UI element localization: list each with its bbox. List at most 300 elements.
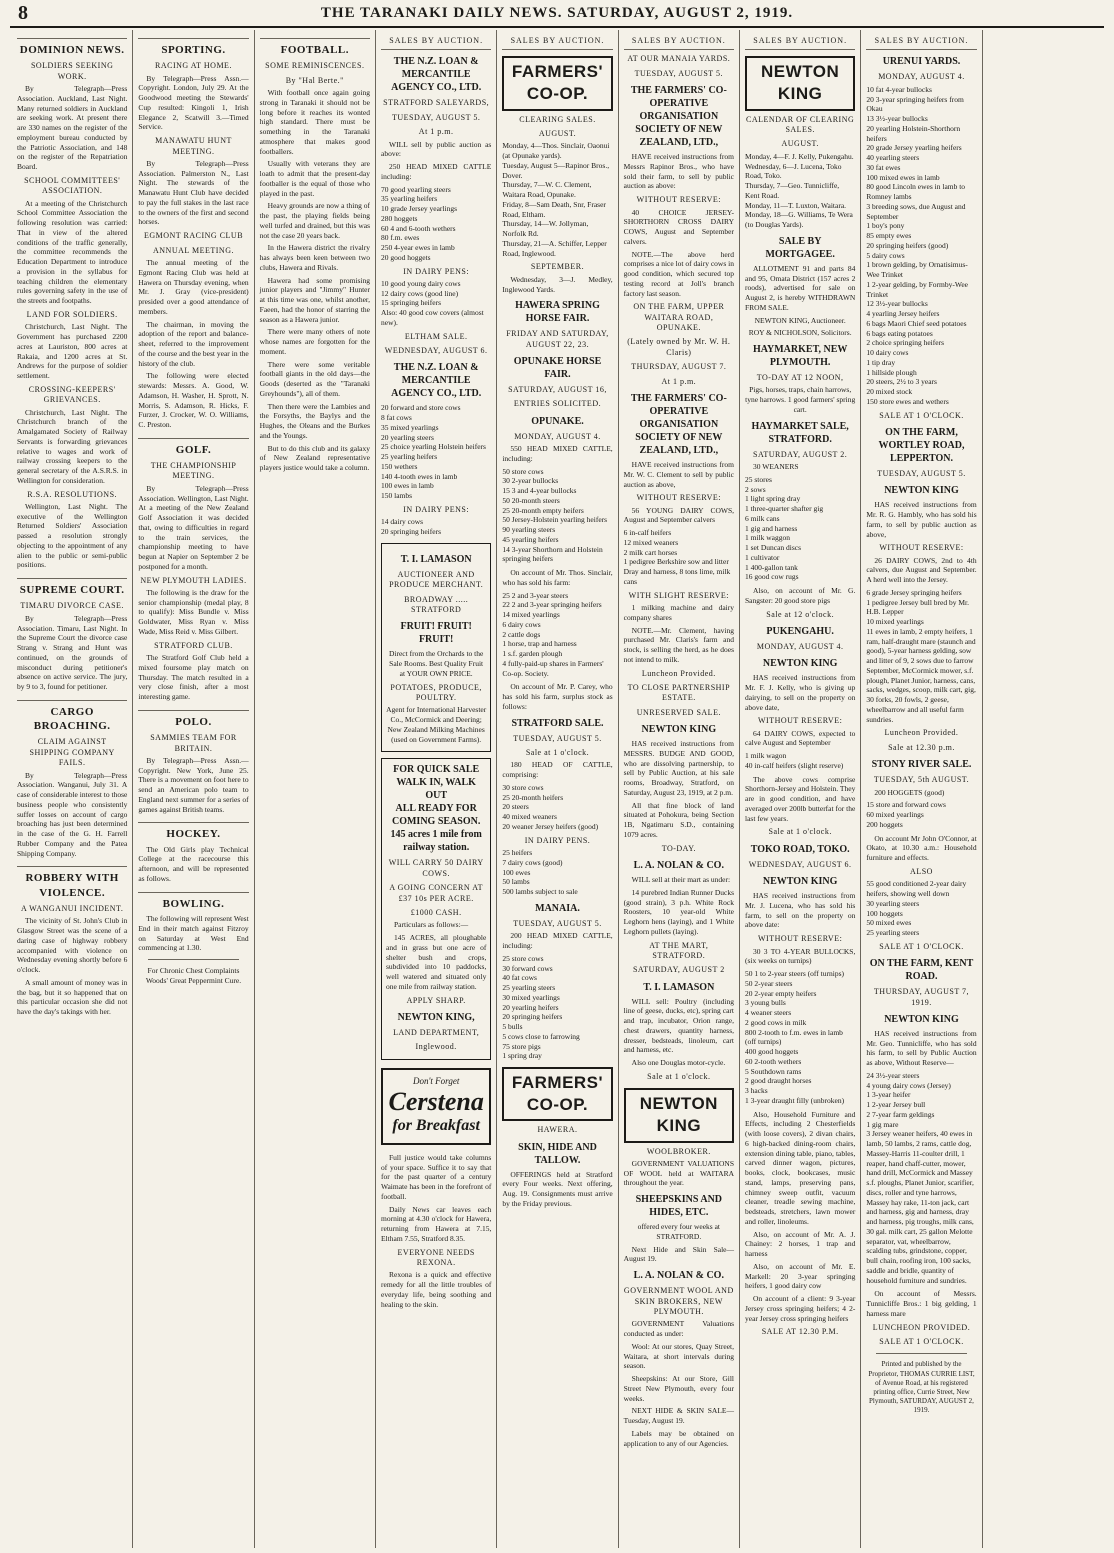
byline: By "Hal Berte." xyxy=(285,75,344,85)
ad-subheading: WITH SLIGHT RESERVE: xyxy=(628,590,729,600)
list-item: 6 dairy cows xyxy=(502,619,541,629)
ad-text: On account of Mr. P. Carey, who has sold his farm, surplus stock as follows: xyxy=(502,682,613,711)
list-item: 150 wethers xyxy=(381,461,418,471)
stock-list xyxy=(866,1071,976,1286)
ad-text: HAS received instructions from Mr. R. G. Hambly, who has sold his farm, to sell by public auction as above, xyxy=(866,500,977,539)
list-item: 1 light spring dray xyxy=(745,494,801,504)
list-item: 25 yearling heifers xyxy=(381,452,438,462)
list-item: 25 yearling steers xyxy=(502,983,556,993)
list-item: Dray and harness, 8 tons lime, milk cans xyxy=(623,567,731,586)
sale-date: MONDAY, AUGUST 4. xyxy=(756,641,844,651)
list-item: 25 2 and 3-year steers xyxy=(502,590,569,600)
sale-date: SATURDAY, AUGUST 2. xyxy=(753,449,848,459)
list-item: 8 fat cows xyxy=(381,413,412,423)
ad-tagline: Don't Forget xyxy=(412,1075,460,1086)
article-text: A small amount of money was in the bag, but it so happened that on this particular occasion she did not have the day's takings with her. xyxy=(17,977,128,1017)
ad-subheading: WOOLBROKER. xyxy=(646,1146,711,1156)
list-item: 1 brown gelding, by Ornatisimus-Wee Trinket xyxy=(866,260,968,280)
list-item: 1 gig mare xyxy=(866,1119,899,1129)
list-item: 45 yearling heifers xyxy=(502,534,559,544)
list-item: 400 good hoggets xyxy=(745,1047,799,1057)
article-text: There were some veritable football giants in the old days—the Goods (deserted as the "Taranaki Greyhounds"), all of them. xyxy=(259,359,370,398)
ad-subheading: WITHOUT RESERVE: xyxy=(758,716,843,726)
ad-section-heading: SALES BY AUCTION. xyxy=(745,36,855,50)
column-newton-king-calendar xyxy=(740,30,861,1548)
advertiser-name: NEWTON KING xyxy=(884,485,959,497)
ad-text: NEWTON KING, Auctioneer. xyxy=(754,315,846,325)
ad-text: GOVERNMENT VALUATIONS OF WOOL held at WAITARA throughout the year. xyxy=(623,1158,734,1188)
ad-headline: TOKO ROAD, TOKO. xyxy=(750,843,850,855)
list-item: 20 2-year empty heifers xyxy=(745,988,817,998)
list-item: 1 cultivator xyxy=(745,552,780,562)
ad-slogan: FRUIT! FRUIT! FRUIT! xyxy=(400,621,472,646)
list-item: 30 yearling steers xyxy=(866,898,920,908)
list-item: 2 good cows in milk xyxy=(745,1017,807,1027)
ad-subheading: IN DAIRY PENS: xyxy=(403,504,470,514)
sale-location: ON THE FARM, UPPER WAITARA ROAD, OPUNAKE. xyxy=(633,302,725,333)
article-text: Heavy grounds are now a thing of the past, the playing fields being well turfed and drained, but this was not the case 20 years back. xyxy=(259,201,370,240)
advertiser-name: T. I. LAMASON xyxy=(400,553,472,565)
stock-list xyxy=(745,751,855,771)
article-heading: SOLDIERS SEEKING WORK. xyxy=(30,61,114,81)
ad-headline: MANAIA. xyxy=(535,902,580,914)
list-item: Also: 40 good cow covers (almost new). xyxy=(381,308,484,327)
article-heading: SOME REMINISCENCES. xyxy=(265,61,365,71)
article-text: By Telegraph—Press Assn.—Copyright. New York, June 25. There is a movement on foot here to send an American polo team to England next summer for a series of games against British teams. xyxy=(138,755,249,814)
list-item: 1 three-quarter shafter gig xyxy=(745,504,824,514)
ad-subheading: WITHOUT RESERVE: xyxy=(879,543,964,553)
ad-headline: 145 acres 1 mile from railway station. xyxy=(390,829,482,854)
list-item: 14 3-year Shorthorn and Holstein springing heifers xyxy=(502,544,603,564)
ad-subheading: WITHOUT RESERVE: xyxy=(636,195,721,205)
cerstena-ad xyxy=(381,1068,491,1145)
newspaper-columns xyxy=(12,30,1104,1548)
ad-subheading: A GOING CONCERN AT £37 10s PER ACRE. xyxy=(389,883,483,903)
ad-text: HAS received instructions from Mr. Geo. Tunnicliffe, who has sold his farm, to sell by Public Auction as above, Without Reserve— xyxy=(866,1028,977,1068)
stock-list xyxy=(381,517,491,537)
list-item: 20 yearling steers xyxy=(381,432,434,442)
ad-text: 56 YOUNG DAIRY COWS, August and September calvers xyxy=(623,505,734,525)
ad-text: HAVE received instructions from Mr. W. C. Clement to sell by public auction as above, xyxy=(623,460,734,489)
stock-list xyxy=(624,528,734,587)
divider xyxy=(876,1353,966,1354)
advertiser-name: NEWTON KING xyxy=(641,724,717,736)
ad-subheading: APPLY SHARP. xyxy=(406,995,466,1005)
list-item: 1 set Duncan discs xyxy=(745,543,802,553)
list-item: 20 yearling heifers xyxy=(502,1002,559,1012)
ad-text: Agent for International Harvester Co., McCormick and Deering; New Zealand Milking Machines (used on Government Farms). xyxy=(386,705,487,744)
quick-sale-ad xyxy=(381,758,491,1059)
ad-text: All that fine block of land situated at Pohokura, being Section 1B, Ngatimaru S.D., containing 1079 acres. xyxy=(623,800,734,839)
list-item: 1 hillside plough xyxy=(866,367,917,377)
advertiser-name: NEWTON KING, xyxy=(397,1012,475,1024)
stock-list xyxy=(502,848,612,897)
section-heading: CARGO BROACHING. xyxy=(17,700,127,734)
sale-location: AT THE MART, STRATFORD. xyxy=(649,940,709,960)
ad-text: HAS received instructions from MESSRS. BUDGE AND GOOD, who are dissolving partnership, to sell by Public Auction, at his sale rooms, Broadway, Stratford, on Saturday, August 23, 1919, at 2 p.m. xyxy=(623,739,734,797)
article-text: By Telegraph—Press Association. Wanganui, July 31. A case of considerable interest to those business people who consistently suffer losses on account of cargo broaching has just been determined in the case of the G. H. Farrell Rubber Company and the Patea Shipping Company. xyxy=(17,770,128,858)
list-item: Friday, 8—Sam Death, Snr, Fraser Road, Eltham. xyxy=(502,199,606,219)
column-urenui-yards xyxy=(861,30,982,1548)
sale-date: TUESDAY, AUGUST 5. xyxy=(634,68,724,78)
list-item: 4 fully-paid-up shares in Farmers' Co-op. Society. xyxy=(502,658,604,678)
ad-text: On account of Mr. Thos. Sinclair, who has sold his farm: xyxy=(502,568,613,587)
ad-text: 30 3 TO 4-YEAR BULLOCKS, (six weeks on turnips) xyxy=(745,946,856,966)
column-farmers-coop xyxy=(497,30,618,1548)
ad-subheading: IN DAIRY PENS: xyxy=(403,266,470,276)
list-item: 60 mixed yearlings xyxy=(866,810,924,820)
ad-subheading: HAWERA. xyxy=(537,1125,578,1135)
stock-list xyxy=(502,591,612,679)
list-item: 75 store pigs xyxy=(502,1041,541,1051)
list-item: 7 dairy cows (good) xyxy=(502,857,563,867)
ad-text: WILL sell at their mart as under: xyxy=(631,875,731,885)
ad-headline: ON THE FARM, WORTLEY ROAD, LEPPERTON. xyxy=(878,426,965,464)
ad-subheading: AUGUST. xyxy=(538,128,577,138)
list-item: 20 mixed stock xyxy=(866,387,913,397)
ad-subheading: GOVERNMENT WOOL AND SKIN BROKERS, NEW PLYMOUTH. xyxy=(623,1286,734,1316)
list-item: 5 cows close to farrowing xyxy=(502,1031,580,1041)
ad-text: On account of Messrs. Tunnicliffe Bros.: 1 big gelding, 1 harness mare xyxy=(866,1289,977,1318)
column-dominion-news xyxy=(12,30,133,1548)
ad-subheading: ALSO xyxy=(910,866,933,876)
sale-date: TUESDAY, AUGUST 5. xyxy=(391,112,481,122)
stock-list xyxy=(866,85,976,407)
stock-list xyxy=(381,279,491,328)
ad-subheading: TO-DAY. xyxy=(661,843,696,853)
sale-date: TUESDAY, 5th AUGUST. xyxy=(873,775,970,785)
ad-headline: STONY RIVER SALE. xyxy=(871,759,972,771)
list-item: Wednesday, 6—J. Lucena, Toko Road, Toko. xyxy=(745,161,842,181)
sale-date: FRIDAY AND SATURDAY, AUGUST 22, 23. xyxy=(506,329,609,349)
list-item: 6 bags eating potatoes xyxy=(866,328,933,338)
ad-headline: OPUNAKE HORSE FAIR. xyxy=(513,356,602,381)
list-item: 2 sows xyxy=(745,484,766,494)
ad-text: NOTE.—Mr. Clement, having purchased Mr. Claris's farm and stock, is selling the herd, as he does not intend to milk. xyxy=(623,625,734,664)
ad-subheading: AUGUST. xyxy=(781,139,819,149)
sale-time: SALE AT 12.30 P.M. xyxy=(761,1327,839,1337)
article-heading: EGMONT RACING CLUB xyxy=(143,231,244,241)
ad-text: Pigs, horses, traps, chain harrows, tyne harrows. 1 good farmers' spring cart. xyxy=(745,385,856,414)
article-heading: R.S.A. RESOLUTIONS. xyxy=(27,489,118,499)
list-item: 14 dairy cows xyxy=(381,517,424,527)
ad-subheading: TO CLOSE PARTNERSHIP ESTATE. xyxy=(627,682,731,703)
article-text: At a meeting of the Christchurch School Committee Association the following resolution was carried: That in view of the altered conditions of the traffic generally, the committee recommends the Education Department to introduce a provision in the syllabus for teaching children the elementary rules governing safety in the use of the streets and footpaths. xyxy=(17,198,128,306)
article-text: Christchurch, Last Night. The Government has purchased 2200 acres at Lauriston, 800 acres at Rakaia, and 1200 acres at St. Andrews for the purpose of soldier settlement. xyxy=(17,322,128,380)
list-item: 6 in-calf heifers xyxy=(623,528,672,538)
list-item: 150 lambs xyxy=(381,491,413,501)
ad-headline: URENUI YARDS. xyxy=(882,56,961,68)
list-item: 90 yearling steers xyxy=(502,525,556,535)
ad-text: Wool: At our stores, Quay Street, Waitara, at short intervals during season. xyxy=(623,1341,734,1371)
ad-text: Also, on account of Mr. G. Sangster: 20 good store pigs xyxy=(745,586,856,605)
page-number: 8 xyxy=(18,2,28,24)
sale-time: Sale at 1 o'clock. xyxy=(647,1071,711,1081)
ad-headline: HAWERA SPRING HORSE FAIR. xyxy=(515,300,600,325)
list-item: 50 store cows xyxy=(502,466,544,476)
list-item: 40 yearling steers xyxy=(866,153,920,163)
sale-time: TO-DAY AT 12 NOON, xyxy=(756,373,844,382)
ad-subheading: EVERYONE NEEDS REXONA. xyxy=(397,1247,475,1268)
sale-date: MONDAY, AUGUST 4. xyxy=(878,72,965,82)
ad-section-heading: SALES BY AUCTION. xyxy=(502,36,612,50)
list-item: 60 2-tooth wethers xyxy=(745,1056,802,1066)
sale-time: SALE AT 1 O'CLOCK. xyxy=(879,1337,964,1347)
list-item: 30 forward cows xyxy=(502,963,553,973)
list-item: Tuesday, August 5—Rapinor Bros., Dover. xyxy=(502,160,610,180)
brand-tagline: for Breakfast xyxy=(392,1117,480,1135)
stock-list xyxy=(502,954,612,1061)
ad-headline: STRATFORD SALE. xyxy=(511,717,604,729)
list-item: Thursday, 14—W. Jollyman, Norfolk Rd. xyxy=(502,219,589,239)
article-heading: LAND FOR SOLDIERS. xyxy=(26,309,118,319)
advertiser-name: NEWTON KING xyxy=(762,876,838,888)
article-heading: STRATFORD CLUB. xyxy=(154,640,233,650)
article-text: In the Hawera district the rivalry has always been keen between two clubs, Hawera and Rivals. xyxy=(259,243,370,272)
list-item: 100 hoggets xyxy=(866,908,903,918)
list-item: 5 bulls xyxy=(502,1022,523,1032)
ad-headline: FOR QUICK SALE xyxy=(393,764,480,776)
sale-date: TUESDAY, AUGUST 5. xyxy=(877,468,966,478)
ad-text: OFFERINGS held at Stratford every Four weeks. Next offering, Aug. 19. Consignments must arrive by the Friday previous. xyxy=(502,1169,613,1208)
list-item: 15 store and forward cows xyxy=(866,800,946,810)
stock-list xyxy=(866,879,976,938)
article-text: The Old Girls play Technical College at the racecourse this afternoon, and will be represented as follows. xyxy=(138,844,249,883)
list-item: 20 weaner Jersey heifers (good) xyxy=(502,821,599,831)
list-item: 500 lambs subject to sale xyxy=(502,887,578,897)
article-text: The Stratford Golf Club held a mixed foursome play match on Thursday. The match resulted in a very close finish, after a most interesting game. xyxy=(138,653,249,702)
ad-subheading: (Lately owned by Mr. W. H. Claris) xyxy=(627,337,731,357)
ad-text: 250 HEAD MIXED CATTLE including: xyxy=(381,162,492,181)
ad-section-heading: SALES BY AUCTION. xyxy=(624,36,734,50)
ad-text: 40 CHOICE JERSEY-SHORTHORN CROSS DAIRY COWS, August and September calvers. xyxy=(623,207,734,246)
article-heading: RACING AT HOME. xyxy=(155,61,232,71)
ad-text: Also, on account of Mr. A. J. Chainey: 2 horses, 1 trap and harness xyxy=(745,1229,856,1259)
ad-text: 145 ACRES, all ploughable and in grass but one acre of shelter bush and crops, subdivided into 10 paddocks, well watered and situated only one mile from railway station. xyxy=(386,933,487,991)
ad-subheading: Inglewood. xyxy=(415,1042,457,1052)
list-item: 20 grade Jersey yearling heifers xyxy=(866,143,962,153)
list-item: 11 ewes in lamb, 2 empty heifers, 1 ram, half-draught mare (staunch and good), 5-year harness gelding, sow and litter of 9, 2 sows due to farrow September, McCormick mower, s.f. plough, Planet Junior, harness, cans, sacks, wedges, scoop, milk cart, gig, 30 forks, 20 fowls, 2 geese, wheelbarrow and all useful farm sundries. xyxy=(866,626,976,724)
list-item: 15 springing heifers xyxy=(381,298,441,308)
ad-text: Next Hide and Skin Sale—August 19. xyxy=(623,1244,734,1264)
list-item: 3 Jersey weaner heifers, 40 ewes in lamb, 50 lambs, 2 rams, cattle dog, Massey-Harris 11-coulter drill, 1 reaper, hand chaff-cutter, mower, hand drill, McCormick and Massey s.f. ploughs, Planet Junior, scarifier, discs, roller and tyne harrows, Massey hay rake, 11-ton jack, cart and harness, gig and harness, dray and harness, pig troughs, milk cans, 30 gal. milk cart, 25 gallon Melotte separator, vat, wheelbarrow, scalding tubs, grindstone, copper, bull chain, roofing iron, 100 sacks, saddle and bridle, quantity of household furniture and sundries. xyxy=(866,1129,974,1285)
sale-location: AT OUR MANAIA YARDS. xyxy=(627,54,731,64)
list-item: 25 store cows xyxy=(502,953,544,963)
stock-list xyxy=(502,467,612,565)
list-item: 35 yearling heifers xyxy=(381,194,438,204)
list-item: 14 mixed yearlings xyxy=(502,610,560,620)
ad-headline: WALK IN, WALK OUT xyxy=(396,777,476,802)
article-text: Full justice would take columns of your space. Suffice it to say that for the past quarter of a century Waimate has been in the forefront of football. xyxy=(381,1152,492,1201)
ad-subheading: SEPTEMBER. xyxy=(530,262,585,272)
article-text: Usually with veterans they are loath to admit that the present-day footballer is the equal of those who played in the past. xyxy=(259,159,370,198)
ad-text: 14 purebred Indian Runner Ducks (good strain), 3 p.h. White Rock Roosters, 10 year-old White Leghorn hens (laying), and 1 White Leghorn pullets (laying). xyxy=(623,887,734,936)
list-item: 150 store ewes and wethers xyxy=(866,396,949,406)
list-item: 50 2-year steers xyxy=(745,978,793,988)
article-text: Daily News car leaves each morning at 4.30 o'clock for Hawera, returning from Hawera at 7.15, Eltham 7.55, Stratford 8.35. xyxy=(381,1204,492,1243)
ad-headline: OPUNAKE. xyxy=(531,415,584,427)
stock-list xyxy=(502,783,612,832)
advertiser-name: NEWTON KING xyxy=(762,658,838,670)
article-heading: CROSSING-KEEPERS' GRIEVANCES. xyxy=(28,384,116,405)
article-text: The chairman, in moving the adoption of the report and balance-sheet, referred to the improvement of the course and the best year in the history of the club. xyxy=(138,319,249,368)
ad-headline: ALL READY FOR COMING SEASON. xyxy=(391,803,481,828)
list-item: 1 spring dray xyxy=(502,1051,542,1061)
ad-subheading: AUCTIONEER AND PRODUCE MERCHANT. xyxy=(389,569,484,590)
sale-date: THURSDAY, AUGUST 7. xyxy=(631,362,727,372)
sale-date: WEDNESDAY, AUGUST 6. xyxy=(748,859,852,869)
ad-text: HAVE received instructions from Messrs Rapinor Bros., who have sold their farm, to sell by public auction as above: xyxy=(623,152,734,191)
list-item: 22 2 and 3-year springing heifers xyxy=(502,600,602,610)
list-item: 2 cattle dogs xyxy=(502,629,541,639)
brand-logo: Cerstena xyxy=(388,1086,484,1116)
list-item: 50 mixed ewes xyxy=(866,918,912,928)
ad-headline: HAYMARKET, NEW PLYMOUTH. xyxy=(752,344,848,368)
list-item: 80 f.m. ewes xyxy=(381,233,420,243)
ad-subheading: ELTHAM SALE. xyxy=(404,331,468,341)
ad-subheading: £1000 CASH. xyxy=(410,908,462,918)
list-item: 100 ewes in lamb xyxy=(381,481,434,491)
ad-text: NOTE.—The above herd comprises a nice lot of dairy cows in good condition, which secured top testing record at Joll's branch factory last season. xyxy=(623,249,734,298)
sale-date: SATURDAY, AUGUST 2 xyxy=(632,965,725,975)
list-item: 10 good young dairy cows xyxy=(381,278,461,288)
list-item: 2 7-year farm geldings xyxy=(866,1109,935,1119)
list-item: 1 3-year draught filly (unbroken) xyxy=(745,1095,845,1105)
ad-text: Labels may be obtained on application to any of our Agencies. xyxy=(623,1428,734,1448)
article-text: By Telegraph—Press Association. Auckland, Last Night. Many returned soldiers in Auckland are seeking work. At present there are 330 names on the register of the employment bureau conducted by the Patriotic Association, and 148 on the register of the Repatriation Board. xyxy=(17,84,128,172)
list-item: 2 good draught horses xyxy=(745,1076,812,1086)
list-item: 15 3 and 4-year bullocks xyxy=(502,486,577,496)
list-item: 60 4 and 6-tooth wethers xyxy=(381,223,456,233)
stock-list xyxy=(866,588,976,725)
list-item: 12 mixed weaners xyxy=(623,537,679,547)
section-heading: HOCKEY. xyxy=(138,822,248,841)
advertiser-name: THE FARMERS' CO-OPERATIVE ORGANISATION SOCIETY OF NEW ZEALAND, LTD., xyxy=(630,393,727,457)
list-item: 140 4-tooth ewes in lamb xyxy=(381,471,458,481)
sale-time: At 1 p.m. xyxy=(661,376,697,386)
ad-subheading: LAND DEPARTMENT, xyxy=(393,1028,480,1038)
list-item: Monday, 4—Thos. Sinclair, Oaonui (at Opunake yards). xyxy=(502,141,610,161)
article-text: Hawera had some promising junior players and "Jimmy" Hunter at this time was one, whilst another, Faeen, had the honor of starring the season as a Hawera junior. xyxy=(259,275,370,324)
article-heading: SCHOOL COMMITTEES' ASSOCIATION. xyxy=(24,175,121,196)
list-item: Thursday, 7—Geo. Tunnicliffe, Kent Road. xyxy=(745,181,840,200)
list-item: 1 horse, trap and harness xyxy=(502,639,577,649)
list-item: 40 fat cows xyxy=(502,973,537,983)
advertiser-name: NEWTON KING xyxy=(884,1013,959,1025)
list-item: 20 yearling Holstein-Shorthorn heifers xyxy=(866,123,961,143)
ad-subheading: WITHOUT RESERVE: xyxy=(758,934,843,944)
list-item: 1 tip dray xyxy=(866,357,896,367)
list-item: 25 choice yearling Holstein heifers xyxy=(381,442,486,452)
list-item: 50 1 to 2-year steers (off turnips) xyxy=(745,969,845,979)
ad-text: HAS received instructions from Mr. F. J. Kelly, who is giving up dairying, to sell on the property on above date, xyxy=(745,673,856,712)
ad-subheading: WITHOUT RESERVE: xyxy=(636,493,721,503)
list-item: 1 2-year Jersey bull xyxy=(866,1100,926,1110)
section-heading: SPORTING. xyxy=(138,38,248,57)
section-heading: SUPREME COURT. xyxy=(17,578,127,597)
divider xyxy=(148,959,238,960)
ad-text: Also, Household Furniture and Effects, including 2 Chesterfields (with loose covers), 2 divan chairs, 6 high-backed dining-room chairs, extension dining table, piano, tables, carved dinner wagon, pictures, books, clock, bookcases, music stand, lamps, preserving pans, chimney sweep outfit, vacuum cleaner, treadle sewing machine, bedsteads, stretchers, lawn mower and roller, linoleums. xyxy=(745,1109,856,1226)
article-text: By Telegraph—Press Association. Wellington, Last Night. At a meeting of the New Zealand Golf Association it was decided that, owing to difficulties in regard to the train services, the championship meeting to have begun at Napier on September 2 be postponed for a month. xyxy=(138,483,249,571)
ad-text: 1 milking machine and dairy company shares xyxy=(623,603,734,622)
article-heading: SAMMIES TEAM FOR BRITAIN. xyxy=(150,733,237,753)
ad-subheading: WILL CARRY 50 DAIRY COWS. xyxy=(388,858,484,878)
list-item: 55 good conditioned 2-year dairy heifers, showing well down xyxy=(866,879,967,899)
stock-list xyxy=(745,969,855,1106)
list-item: 80 good Lincoln ewes in lamb to Romney lambs xyxy=(866,182,966,202)
sale-location: STRATFORD SALEYARDS, xyxy=(383,98,490,108)
section-heading: POLO. xyxy=(138,710,248,729)
ad-text: Sheepskins: At our Store, Gill Street New Plymouth, every four weeks. xyxy=(623,1374,734,1403)
list-item: 4 yearling Jersey heifers xyxy=(866,309,940,319)
column-football xyxy=(255,30,376,1548)
list-item: 20 forward and store cows xyxy=(381,403,461,413)
list-item: 4 young dairy cows (Jersey) xyxy=(866,1080,951,1090)
column-sporting xyxy=(133,30,254,1548)
ad-text: Also, on account of Mr. E. Markell: 20 3-year springing heifers, 1 good dairy cow xyxy=(745,1261,856,1291)
ad-subheading: IN DAIRY PENS. xyxy=(524,835,591,845)
article-text: The vicinity of St. John's Club in Glasgow Street was the scene of a daring case of highway robbery accompanied with violence on Wednesday evening shortly before 6 o'clock. xyxy=(17,916,128,975)
article-subheading: ANNUAL MEETING. xyxy=(153,245,234,255)
ad-section-heading: SALES BY AUCTION. xyxy=(381,36,491,50)
article-heading: NEW PLYMOUTH LADIES. xyxy=(140,575,247,585)
ad-text: 26 DAIRY COWS, 2nd to 4th calvers, due August and September. A herd well into the Jersey. xyxy=(866,555,977,585)
masthead xyxy=(10,2,1104,28)
ad-headline: PUKENGAHU. xyxy=(766,625,834,637)
sale-time: Sale at 12 o'clock. xyxy=(766,609,835,619)
list-item: 1 s.f. garden plough xyxy=(502,649,563,659)
ad-section-heading: SALES BY AUCTION. xyxy=(866,36,976,50)
list-item: 30 mixed yearlings xyxy=(502,992,560,1002)
ad-headline: HAYMARKET SALE, STRATFORD. xyxy=(751,420,849,445)
ad-subheading: Luncheon Provided. xyxy=(884,728,959,738)
article-text: By Telegraph—Press Association. Palmerston N., Last Night. The stewards of the Manawatu Hunt Club have decided to pay the full stakes in the last race to the owners of the first and second horses. xyxy=(138,158,249,227)
section-heading: BOWLING. xyxy=(138,892,248,911)
list-item: 20 good hoggets xyxy=(381,252,431,262)
column-manaia-yards xyxy=(619,30,740,1548)
list-item: 20 steers xyxy=(502,802,529,812)
section-heading: FOOTBALL. xyxy=(260,38,370,57)
ad-text: 200 HEAD MIXED CATTLE, including: xyxy=(502,931,613,951)
list-item: 20 springing heifers xyxy=(381,527,441,537)
list-item: 250 4-year ewes in lamb xyxy=(381,243,455,253)
list-item: 6 grade Jersey springing heifers xyxy=(866,587,962,597)
ad-text: On account Mr John O'Connor, at Okato, at 10.30 a.m.: Household furniture and effects. xyxy=(866,833,977,863)
list-item: 25 stores xyxy=(745,474,772,484)
ad-text: 550 HEAD MIXED CATTLE, including: xyxy=(502,444,613,463)
article-heading: TIMARU DIVORCE CASE. xyxy=(20,601,124,611)
list-item: 2 choice springing heifers xyxy=(866,338,945,348)
list-item: 35 mixed yearlings xyxy=(381,422,439,432)
list-item: 3 breeding sows, due August and September xyxy=(866,201,966,221)
list-item: 85 empty ewes xyxy=(866,231,912,241)
list-item: 200 hoggets xyxy=(866,819,903,829)
sale-time: SALE AT 1 O'CLOCK. xyxy=(879,941,964,951)
advertiser-name: L. A. NOLAN & CO. xyxy=(633,1270,724,1282)
ad-subheading: Luncheon Provided. xyxy=(641,668,716,678)
ad-text: WILL sell by public auction as above: xyxy=(381,139,492,159)
ad-headline: SALE BY MORTGAGEE. xyxy=(765,235,835,260)
list-item: 50 Jersey-Holstein yearling heifers xyxy=(502,515,608,525)
ad-text: NEXT HIDE & SKIN SALE—Tuesday, August 19. xyxy=(623,1406,734,1426)
ad-subheading: CALENDAR OF CLEARING SALES. xyxy=(746,114,855,134)
article-text: Christchurch, Last Night. The Christchurch branch of the Amalgamated Society of Railway Servants is forwarding grievances relative to wages and work of railway crossing keepers to the general secretary of the A.S.R.S. in Wellington for consideration. xyxy=(17,407,128,485)
list-item: 1 gig and harness xyxy=(745,523,798,533)
sales-calendar xyxy=(745,152,855,230)
ad-text: The above cows comprise Shorthorn-Jersey and Holstein. They are in good condition, and have averaged over 200lb butterfat for the last few years. xyxy=(745,774,856,823)
list-item: 40 mixed weaners xyxy=(502,812,557,822)
list-item: Monday, 4—F. J. Kelly, Pukengahu. xyxy=(745,151,854,161)
